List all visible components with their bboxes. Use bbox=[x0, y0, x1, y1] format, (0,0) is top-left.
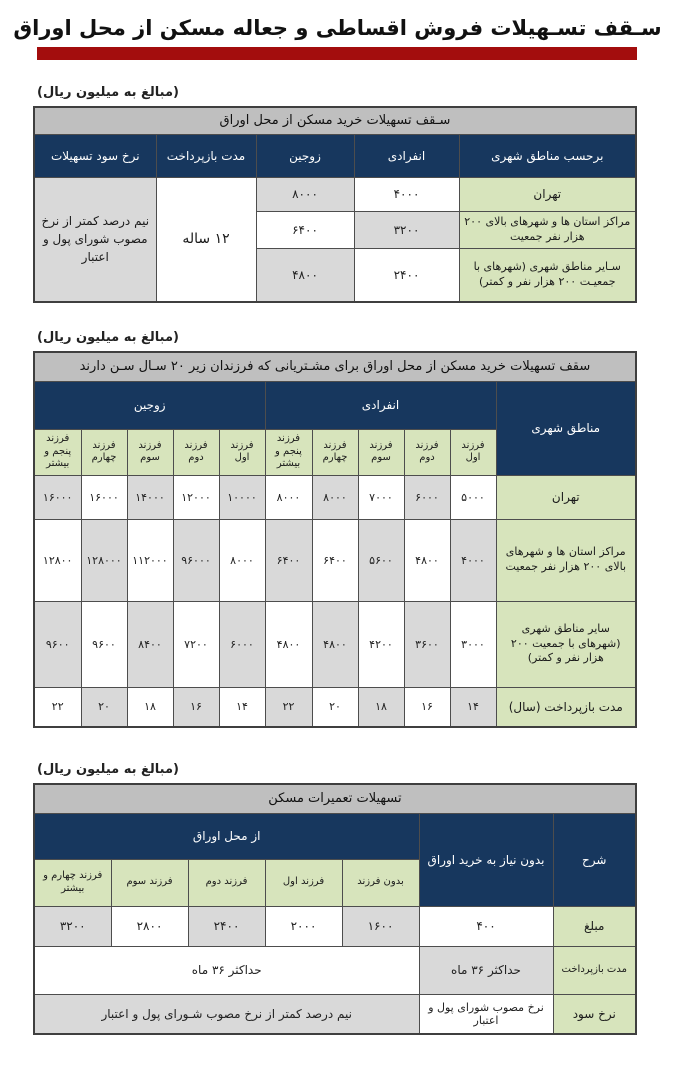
value-cell: ۶۰۰۰ bbox=[219, 601, 265, 687]
value-cell: ۵۰۰۰ bbox=[450, 475, 496, 519]
table1-header-individual: انفرادی bbox=[354, 134, 459, 177]
value-cell: ۴۸۰۰ bbox=[265, 601, 312, 687]
child-header: فرزند پنجم و بیشتر bbox=[265, 429, 312, 475]
child-header: فرزند سوم bbox=[358, 429, 404, 475]
child-header: فرزند اول bbox=[265, 859, 342, 906]
value-cell: ۱۲۸۰۰ bbox=[34, 519, 81, 601]
table-repair-facilities bbox=[33, 783, 637, 1035]
table3-header-desc: شرح bbox=[553, 813, 636, 906]
child-header: فرزند چهارم و بیشتر bbox=[34, 859, 111, 906]
table-row bbox=[34, 177, 636, 211]
child-header: فرزند پنجم و بیشتر bbox=[34, 429, 81, 475]
table2-group-individual: انفرادی bbox=[265, 381, 496, 429]
value-cell: ۸۰۰۰ bbox=[256, 177, 354, 211]
region-cell: سـایر مناطق شهری (شهرهای با جمعیـت ۲۰۰ هزار نفر و کمتر) bbox=[459, 248, 636, 302]
value-cell: ۲۴۰۰ bbox=[354, 248, 459, 302]
table-row bbox=[34, 601, 636, 687]
table3-header-no-bonds: بدون نیاز به خرید اوراق bbox=[419, 813, 553, 906]
table2-header-region: مناطق شهری bbox=[496, 381, 636, 475]
child-header: بدون فرزند bbox=[342, 859, 419, 906]
unit-note-1: (مبالغ به میلیون ریال) bbox=[37, 85, 179, 100]
value-cell: ۹۶۰۰۰ bbox=[173, 519, 219, 601]
child-header: فرزند اول bbox=[450, 429, 496, 475]
value-cell: نرخ مصوب شورای پول و اعتبار bbox=[419, 994, 553, 1034]
value-cell: ۸۰۰۰ bbox=[219, 519, 265, 601]
value-cell: ۱۶۰۰۰ bbox=[81, 475, 127, 519]
value-cell: ۳۲۰۰ bbox=[34, 906, 111, 946]
value-cell: ۱۴۰۰۰ bbox=[127, 475, 173, 519]
value-cell: ۲۰ bbox=[81, 687, 127, 727]
table3-title: تسهیلات تعمیرات مسکن bbox=[34, 784, 636, 813]
value-cell: ۴۲۰۰ bbox=[358, 601, 404, 687]
region-cell: تهران bbox=[459, 177, 636, 211]
title-underline-bar bbox=[37, 47, 637, 60]
value-cell: ۲۸۰۰ bbox=[111, 906, 188, 946]
value-cell: ۱۱۲۰۰۰ bbox=[127, 519, 173, 601]
table-row bbox=[34, 906, 636, 946]
table2-group-couple: زوجین bbox=[34, 381, 265, 429]
table-row bbox=[34, 813, 636, 859]
table-row bbox=[34, 475, 636, 519]
table-row bbox=[34, 107, 636, 134]
value-cell: ۹۶۰۰ bbox=[34, 601, 81, 687]
rate-cell: نیم درصد کمتر از نرخ مصوب شورای پول و اعتبار bbox=[34, 177, 156, 302]
child-header: فرزند دوم bbox=[173, 429, 219, 475]
value-cell-merged: نیم درصد کمتر از نرخ مصوب شـورای پول و اعتبار bbox=[34, 994, 419, 1034]
value-cell: ۲۲ bbox=[265, 687, 312, 727]
value-cell: ۱۶۰۰ bbox=[342, 906, 419, 946]
value-cell: ۱۴ bbox=[219, 687, 265, 727]
value-cell: ۸۰۰۰ bbox=[312, 475, 358, 519]
value-cell: ۱۰۰۰۰ bbox=[219, 475, 265, 519]
value-cell: ۶۴۰۰ bbox=[312, 519, 358, 601]
value-cell: ۴۸۰۰ bbox=[256, 248, 354, 302]
value-cell: ۷۰۰۰ bbox=[358, 475, 404, 519]
page-title: سـقف تسـهیلات فروش اقساطی و جعاله مسکن از محل اوراق bbox=[13, 16, 662, 40]
table2-title: سقف تسهیلات خرید مسکن از محل اوراق برای مشـتریانی که فرزندان زیر ۲۰ سـال سـن دارند bbox=[34, 352, 636, 381]
value-cell: ۳۶۰۰ bbox=[404, 601, 450, 687]
child-header: فرزند اول bbox=[219, 429, 265, 475]
value-cell: ۷۲۰۰ bbox=[173, 601, 219, 687]
table1-header-repayment: مدت بازپرداخت bbox=[156, 134, 256, 177]
unit-note-3: (مبالغ به میلیون ریال) bbox=[37, 762, 179, 777]
table1-title: سـقف تسهیلات خرید مسکن از محل اوراق bbox=[34, 107, 636, 134]
table1-header-couple: زوجین bbox=[256, 134, 354, 177]
region-cell: مدت بازپرداخت (سال) bbox=[496, 687, 636, 727]
child-header: فرزند سوم bbox=[127, 429, 173, 475]
value-cell: ۵۶۰۰ bbox=[358, 519, 404, 601]
table-row bbox=[34, 784, 636, 813]
unit-note-2: (مبالغ به میلیون ریال) bbox=[37, 330, 179, 345]
child-header: فرزند سوم bbox=[111, 859, 188, 906]
value-cell: حداکثر ۳۶ ماه bbox=[419, 946, 553, 994]
value-cell: ۳۰۰۰ bbox=[450, 601, 496, 687]
value-cell: ۲۲ bbox=[34, 687, 81, 727]
table-row bbox=[34, 687, 636, 727]
value-cell-merged: حداکثر ۳۶ ماه bbox=[34, 946, 419, 994]
child-header: فرزند چهارم bbox=[312, 429, 358, 475]
table1-header-region: برحسب مناطق شهری bbox=[459, 134, 636, 177]
value-cell: ۲۰ bbox=[312, 687, 358, 727]
value-cell: ۸۰۰۰ bbox=[265, 475, 312, 519]
table-row bbox=[34, 381, 636, 429]
value-cell: ۱۶۰۰۰ bbox=[34, 475, 81, 519]
value-cell: ۱۴ bbox=[450, 687, 496, 727]
value-cell: ۶۴۰۰ bbox=[256, 211, 354, 248]
value-cell: ۱۲۸۰۰۰ bbox=[81, 519, 127, 601]
table-row bbox=[34, 134, 636, 177]
table-children-facilities bbox=[33, 351, 637, 728]
value-cell: ۶۴۰۰ bbox=[265, 519, 312, 601]
value-cell: ۱۸ bbox=[358, 687, 404, 727]
table3-header-from-bonds: از محل اوراق bbox=[34, 813, 419, 859]
value-cell: ۶۰۰۰ bbox=[404, 475, 450, 519]
table1-header-rate: نرخ سود تسهیلات bbox=[34, 134, 156, 177]
value-cell: ۴۰۰۰ bbox=[450, 519, 496, 601]
child-header: فرزند چهارم bbox=[81, 429, 127, 475]
table-row bbox=[34, 352, 636, 381]
value-cell: ۱۶ bbox=[173, 687, 219, 727]
region-cell: مراکز استان ها و شهرهای بالای ۲۰۰ هزار نفر جمعیت bbox=[459, 211, 636, 248]
value-cell: ۱۸ bbox=[127, 687, 173, 727]
value-cell: ۲۴۰۰ bbox=[188, 906, 265, 946]
value-cell: ۱۶ bbox=[404, 687, 450, 727]
value-cell: ۴۸۰۰ bbox=[404, 519, 450, 601]
table-row bbox=[34, 946, 636, 994]
repayment-cell: ۱۲ ساله bbox=[156, 177, 256, 302]
value-cell: ۹۶۰۰ bbox=[81, 601, 127, 687]
value-cell: ۸۴۰۰ bbox=[127, 601, 173, 687]
row-label: نرخ سود bbox=[553, 994, 636, 1034]
value-cell: ۱۲۰۰۰ bbox=[173, 475, 219, 519]
region-cell: سایر مناطق شهری (شهرهای با جمعیت ۲۰۰ هزار نفر و کمتر) bbox=[496, 601, 636, 687]
region-cell: تهران bbox=[496, 475, 636, 519]
value-cell: ۴۰۰ bbox=[419, 906, 553, 946]
region-cell: مراکز استان ها و شهرهای بالای ۲۰۰ هزار نفر جمعیت bbox=[496, 519, 636, 601]
table-row bbox=[34, 519, 636, 601]
value-cell: ۴۰۰۰ bbox=[354, 177, 459, 211]
value-cell: ۲۰۰۰ bbox=[265, 906, 342, 946]
table-purchase-facilities bbox=[33, 106, 637, 303]
child-header: فرزند دوم bbox=[404, 429, 450, 475]
value-cell: ۴۸۰۰ bbox=[312, 601, 358, 687]
row-label: مبلغ bbox=[553, 906, 636, 946]
row-label: مدت بازپرداخت bbox=[553, 946, 636, 994]
table-row bbox=[34, 994, 636, 1034]
value-cell: ۳۲۰۰ bbox=[354, 211, 459, 248]
child-header: فرزند دوم bbox=[188, 859, 265, 906]
